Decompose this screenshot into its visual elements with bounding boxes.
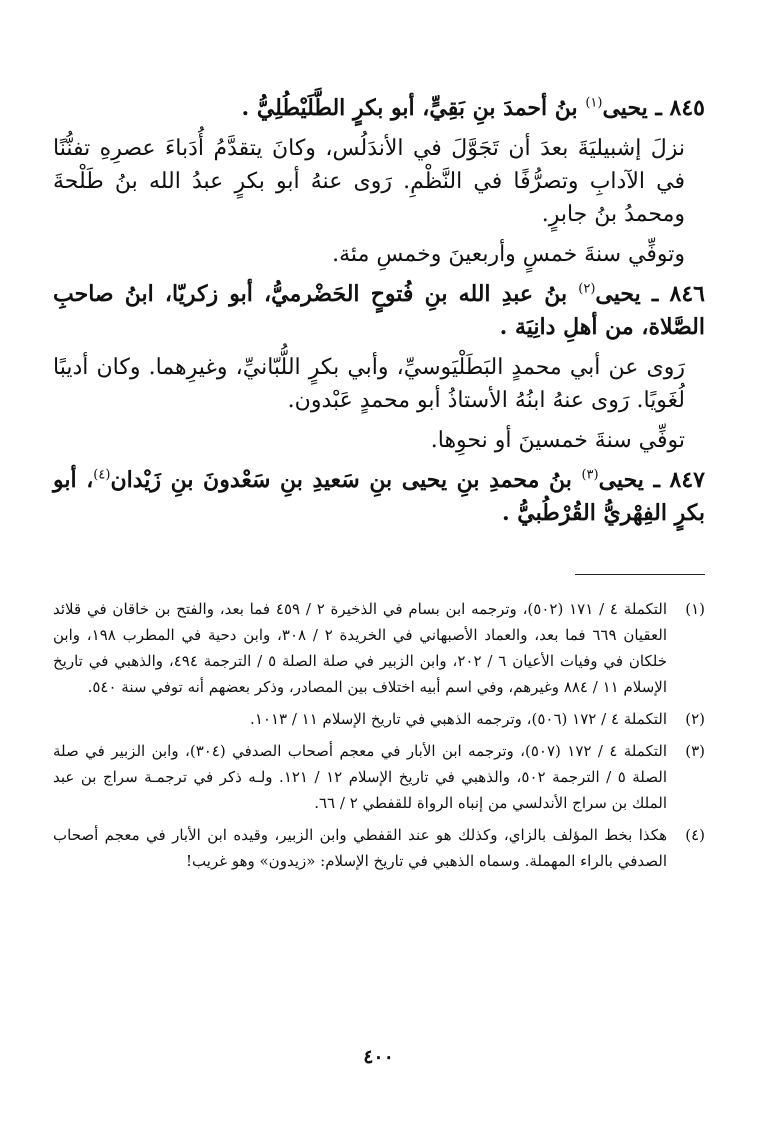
entry-death-846: توفِّي سنةَ خمسينَ أو نحوِها. [430, 428, 685, 453]
entry-lineage: بنُ أحمدَ بنِ بَقِيٍّ، أبو بكرٍ الطَّلَيْطُلِيُّ . [241, 95, 586, 121]
footnote-2 [53, 706, 705, 732]
footnote-number: (١) [685, 600, 705, 618]
entry-number-name: ٨٤٧ ـ يحيى [598, 467, 705, 493]
footnote-number: (٣) [685, 742, 705, 760]
entry-body-846: رَوى عن أبي محمدٍ البَطَلْيَوسيِّ، وأبي بكرٍ اللُّبّانيِّ، وغيرِهما. وكان أديبًا لُغَويًا. رَوى عنهُ ابنُهُ الأستاذُ أبو محمدٍ عَبْدون. [53, 355, 685, 413]
entry-heading-845 [53, 92, 705, 125]
footnote-text: التكملة ٤ / ١٧١ (٥٠٢)، وترجمه ابن بسام في الذخيرة ٢ / ٤٥٩ فما بعد، والفتح بن خاقان في قلائد العقيان ٦٦٩ فما بعد، والعماد الأصبهاني في الخريدة ٢ / ٣٠٨، وابن دحية في المطرب ١٩٨، وابن خلكان في وفيات الأعيان ٦ / ٢٠٢، وابن الزبير في صلة الصلة ٥ / الترجمة ٤٩٤، والذهبي في تاريخ الإسلام ١١ / ٨٨٤ وغيرهم، وفي اسم أبيه اختلاف بين المصادر، وذكر بعضهم أنه توفي سنة ٥٤٠. [53, 600, 668, 696]
entry-lineage: بنُ محمدِ بنِ يحيى بنِ سَعيدِ بنِ سَعْدونَ بنِ زَيْدان [110, 467, 582, 493]
entry-body-845: نزلَ إشبيليَةَ بعدَ أن تَجَوَّلَ في الأندَلُس، وكانَ يتقدَّمُ أُدَباءَ عصرِهِ تفنُّنًا في الآدابِ وتصرُّفًا في النَّظْمِ. رَوى عنهُ أبو بكرٍ عبدُ الله بنُ طَلْحةَ ومحمدُ بنُ جابرٍ. [53, 136, 685, 227]
footnote-3 [53, 738, 705, 816]
footnote-1 [53, 596, 705, 700]
footnote-text: هكذا بخط المؤلف بالزاي، وكذلك هو عند القفطي وابن الزبير، وقيده ابن الأبار في معجم أصحاب الصدفي بالراء المهملة. وسماه الذهبي في تاريخ الإسلام: «زيدون» وهو غريب! [53, 826, 667, 870]
entry-heading-847 [53, 464, 705, 530]
footnote-text: التكملة ٤ / ١٧٢ (٥٠٦)، وترجمه الذهبي في تاريخ الإسلام ١١ / ١٠١٣. [250, 710, 667, 728]
entry-number-name: ٨٤٥ ـ يحيى [602, 95, 705, 121]
page-number: ٤٠٠ [363, 1046, 394, 1068]
entry-number-name: ٨٤٦ ـ يحيى [595, 281, 705, 307]
footnote-ref-4[interactable]: (٤) [93, 467, 111, 483]
footnote-number: (٢) [685, 710, 705, 728]
entry-kunya: ، أبو بكرٍ الفِهْريُّ القُرْطُبيُّ . [53, 467, 705, 526]
main-text [53, 92, 705, 537]
entry-death-845: وتوفِّي سنةَ خمسٍ وأربعينَ وخمسِ مئة. [332, 242, 685, 267]
footnote-ref-2[interactable]: (٢) [578, 281, 596, 297]
entry-lineage: بنُ عبدِ الله بنِ فُتوحٍ الحَضْرميُّ، أبو زكريّا، ابنُ صاحبِ الصَّلاة، من أهلِ دانِيَة . [53, 281, 705, 340]
footnotes [53, 596, 705, 880]
footnote-number: (٤) [685, 826, 705, 844]
entry-heading-846 [53, 278, 705, 344]
footnote-ref-3[interactable]: (٣) [581, 467, 599, 483]
footnote-4 [53, 822, 705, 874]
footnote-text: التكملة ٤ / ١٧٢ (٥٠٧)، وترجمه ابن الأبار في معجم أصحاب الصدفي (٣٠٤)، وابن الزبير في صلة الصلة ٥ / الترجمة ٥٠٢، والذهبي في تاريخ الإسلام ١٢ / ١٢١. ولـه ذكر في ترجمـة سراج بن عبد الملك بن سراج الأندلسي من إنباه الرواة للقفطي ٢ / ٦٦. [53, 742, 668, 812]
footnote-separator [575, 574, 705, 575]
footnote-ref-1[interactable]: (١) [585, 95, 603, 111]
